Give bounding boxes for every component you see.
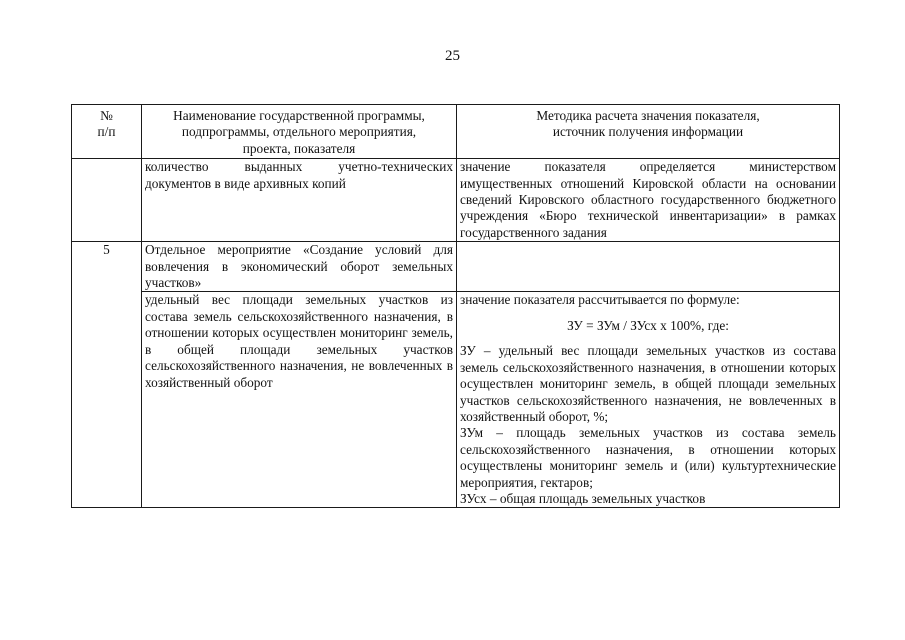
definition-zum: ЗУм – площадь земельных участков из состава земель сельскохозяйственного назначения, в отношении которых осуществлены мониторинг земель и (или) культуртехнические мероприятия, гектаров;	[460, 425, 836, 490]
table-row	[72, 242, 840, 292]
header-method-line: Методика расчета значения показателя,	[536, 108, 760, 123]
row-method	[457, 242, 840, 292]
header-name-line: Наименование государственной программы,	[173, 108, 425, 123]
indicator-methodology-table	[71, 104, 840, 508]
row-name: удельный вес площади земельных участков из состава земель сельскохозяйственного назначения, в отношении которых осуществлен мониторинг земель, в общей площади земельных участков сельскохозяйственного назначения, не вовлеченных в хозяйственный оборот	[142, 292, 457, 508]
definition-zusx: ЗУсх – общая площадь земельных участков	[460, 490, 706, 506]
header-name	[142, 105, 457, 159]
row-name: количество выданных учетно-технических документов в виде архивных копий	[142, 159, 457, 242]
row-number	[72, 159, 142, 242]
header-name-line: проекта, показателя	[242, 140, 356, 156]
definition-zu: ЗУ – удельный вес площади земельных участков из состава земель сельскохозяйственного назначения, в отношении которых осуществлен мониторинг земель, в общей площади земельных участков сельскохозяйственного назначения, не вовлеченных в хозяйственный оборот, %;	[460, 343, 836, 424]
header-number-line: №	[100, 108, 113, 123]
table-row	[72, 159, 840, 242]
table-row	[72, 292, 840, 508]
header-number-line: п/п	[97, 124, 116, 140]
row-number: 5	[72, 242, 142, 508]
method-intro: значение показателя рассчитывается по формуле:	[460, 292, 740, 308]
formula: ЗУ = ЗУм / ЗУсх х 100%, где:	[567, 317, 729, 333]
header-name-line: подпрограммы, отдельного мероприятия,	[181, 124, 417, 140]
header-method-line: источник получения информации	[552, 124, 744, 140]
header-method	[457, 105, 840, 159]
table-header-row	[72, 105, 840, 159]
row-name: Отдельное мероприятие «Создание условий для вовлечения в экономический оборот земельных участков»	[142, 242, 457, 292]
row-method	[457, 292, 840, 508]
row-method: значение показателя определяется министерством имущественных отношений Кировской области на основании сведений Кировского областного государственного бюджетного учреждения «Бюро технической инвентаризации» в рамках государственного задания	[457, 159, 840, 242]
header-number	[72, 105, 142, 159]
page-number: 25	[445, 48, 460, 64]
